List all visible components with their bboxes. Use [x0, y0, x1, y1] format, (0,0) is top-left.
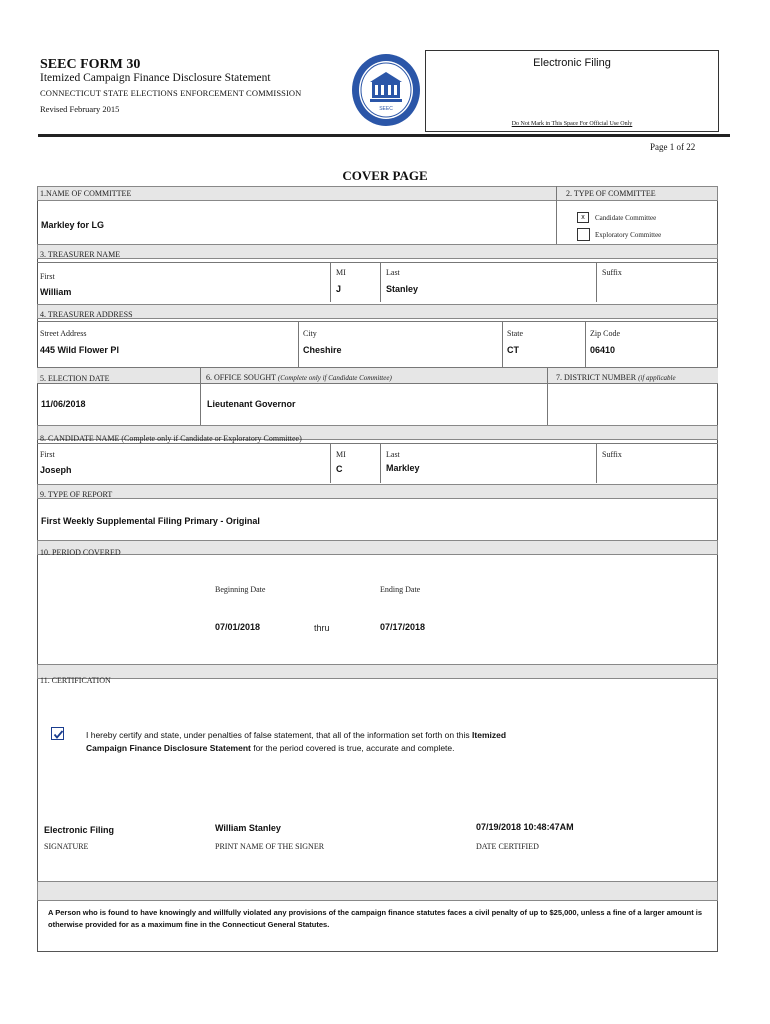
candidate-last-label: Last [386, 450, 400, 459]
zip-value: 06410 [590, 345, 616, 355]
certification-checkbox[interactable] [51, 727, 64, 740]
treasurer-mi-value: J [336, 284, 342, 294]
divider [585, 321, 586, 367]
candidate-section-label: 8. CANDIDATE NAME (Complete only if Candidate or Exploratory Committee) [40, 434, 302, 443]
official-box-note: Do Not Mark in This Space For Official Use Only [511, 121, 633, 127]
divider [37, 443, 718, 444]
signature-label: SIGNATURE [44, 842, 89, 851]
divider [547, 367, 548, 425]
official-use-box [425, 50, 719, 132]
address-section-label: 4. TREASURER ADDRESS [40, 310, 133, 319]
header-divider [38, 134, 730, 137]
office-sought-value: Lieutenant Governor [207, 399, 296, 409]
treasurer-section-label: 3. TREASURER NAME [40, 250, 121, 259]
certification-section-label: 11. CERTIFICATION [40, 676, 111, 685]
section-bar-treasurer [37, 244, 718, 259]
city-label: City [303, 329, 317, 338]
form-title: SEEC FORM 30 [40, 57, 141, 72]
divider [37, 383, 718, 384]
revision-date: Revised February 2015 [40, 104, 120, 114]
certification-statement [86, 729, 516, 755]
divider [37, 262, 718, 263]
candidate-suffix-label: Suffix [602, 450, 622, 459]
divider [380, 262, 381, 302]
candidate-committee-label: Candidate Committee [595, 214, 657, 222]
form-frame [37, 186, 718, 952]
divider [596, 443, 597, 483]
period-section-label: 10. PERIOD COVERED [40, 548, 121, 557]
election-date-value: 11/06/2018 [41, 399, 86, 409]
certification-text-part2: for the period covered is true, accurate and complete. [250, 743, 455, 753]
section-bar-period [37, 540, 718, 555]
footer-bar [37, 881, 718, 901]
exploratory-committee-checkbox[interactable] [577, 228, 590, 241]
exploratory-committee-label: Exploratory Committee [595, 231, 662, 239]
treasurer-last-label: Last [386, 268, 400, 277]
candidate-last-value: Markley [386, 463, 420, 473]
report-type-value: First Weekly Supplemental Filing Primary - Original [41, 516, 260, 526]
divider [330, 262, 331, 302]
section-bar-report [37, 484, 718, 499]
divider [200, 367, 201, 425]
form-subtitle: Itemized Campaign Finance Disclosure Statement [40, 72, 271, 84]
state-label: State [507, 329, 523, 338]
cover-page-title: COVER PAGE [342, 168, 428, 183]
signer-name-label: PRINT NAME OF THE SIGNER [215, 842, 325, 851]
section-bar-address [37, 304, 718, 319]
page-number: Page 1 of 22 [650, 142, 696, 152]
office-sought-note: (Complete only if Candidate Committee) [277, 374, 392, 382]
street-value: 445 Wild Flower Pl [40, 345, 119, 355]
candidate-mi-label: MI [336, 450, 346, 459]
penalty-warning: A Person who is found to have knowingly and willfully violated any provisions of the campaign finance statutes faces a civil penalty of up to $25,000, unless a fine of a larger amount is otherwise provided for as a maximum fine in the Connecticut General Statutes. [48, 908, 703, 929]
section-bar-certification [37, 664, 718, 679]
committee-name-value: Markley for LG [41, 220, 105, 230]
treasurer-mi-label: MI [336, 268, 346, 277]
beginning-date-value: 07/01/2018 [215, 622, 261, 632]
candidate-committee-checkbox[interactable]: x [577, 212, 589, 223]
committee-type-label: 2. TYPE OF COMMITTEE [566, 189, 656, 198]
official-box-title: Electronic Filing [533, 57, 611, 69]
district-number-label: 7. DISTRICT NUMBER (if applicable [556, 373, 676, 382]
state-seal-logo [350, 52, 422, 128]
divider [298, 321, 299, 367]
certification-text-bold: Itemized Campaign Finance Disclosure Statement [86, 730, 507, 753]
signature-value: Electronic Filing [44, 825, 115, 835]
street-label: Street Address [40, 329, 87, 338]
state-value: CT [507, 345, 519, 355]
thru-label: thru [314, 623, 330, 633]
divider [37, 321, 718, 322]
election-date-label: 5. ELECTION DATE [40, 374, 110, 383]
office-sought-label: 6. OFFICE SOUGHT (Complete only if Candidate Committee) [206, 373, 392, 382]
divider [556, 186, 557, 244]
date-certified-label: DATE CERTIFIED [476, 842, 539, 851]
beginning-date-label: Beginning Date [215, 585, 266, 594]
treasurer-first-value: William [40, 287, 72, 297]
treasurer-last-value: Stanley [386, 284, 419, 294]
candidate-mi-value: C [336, 464, 343, 474]
treasurer-suffix-label: Suffix [602, 268, 622, 277]
zip-label: Zip Code [590, 329, 620, 338]
candidate-first-value: Joseph [40, 465, 72, 475]
divider [502, 321, 503, 367]
city-value: Cheshire [303, 345, 342, 355]
divider [380, 443, 381, 483]
ending-date-value: 07/17/2018 [380, 622, 426, 632]
report-type-label: 9. TYPE OF REPORT [40, 490, 113, 499]
divider [596, 262, 597, 302]
svg-text:SEEC: SEEC [379, 106, 393, 112]
signer-name-value: William Stanley [215, 823, 281, 833]
treasurer-first-label: First [40, 272, 55, 281]
committee-name-label: 1.NAME OF COMMITTEE [40, 189, 132, 198]
candidate-first-label: First [40, 450, 55, 459]
agency-name: CONNECTICUT STATE ELECTIONS ENFORCEMENT COMMISSION [40, 88, 302, 98]
ending-date-label: Ending Date [380, 585, 421, 594]
checkmark-icon [52, 728, 65, 741]
divider [330, 443, 331, 483]
certification-text-part1: I hereby certify and state, under penalties of false statement, that all of the information set forth on this [86, 730, 473, 740]
district-number-note: (if applicable [638, 374, 676, 382]
date-certified-value: 07/19/2018 10:48:47AM [476, 822, 574, 832]
